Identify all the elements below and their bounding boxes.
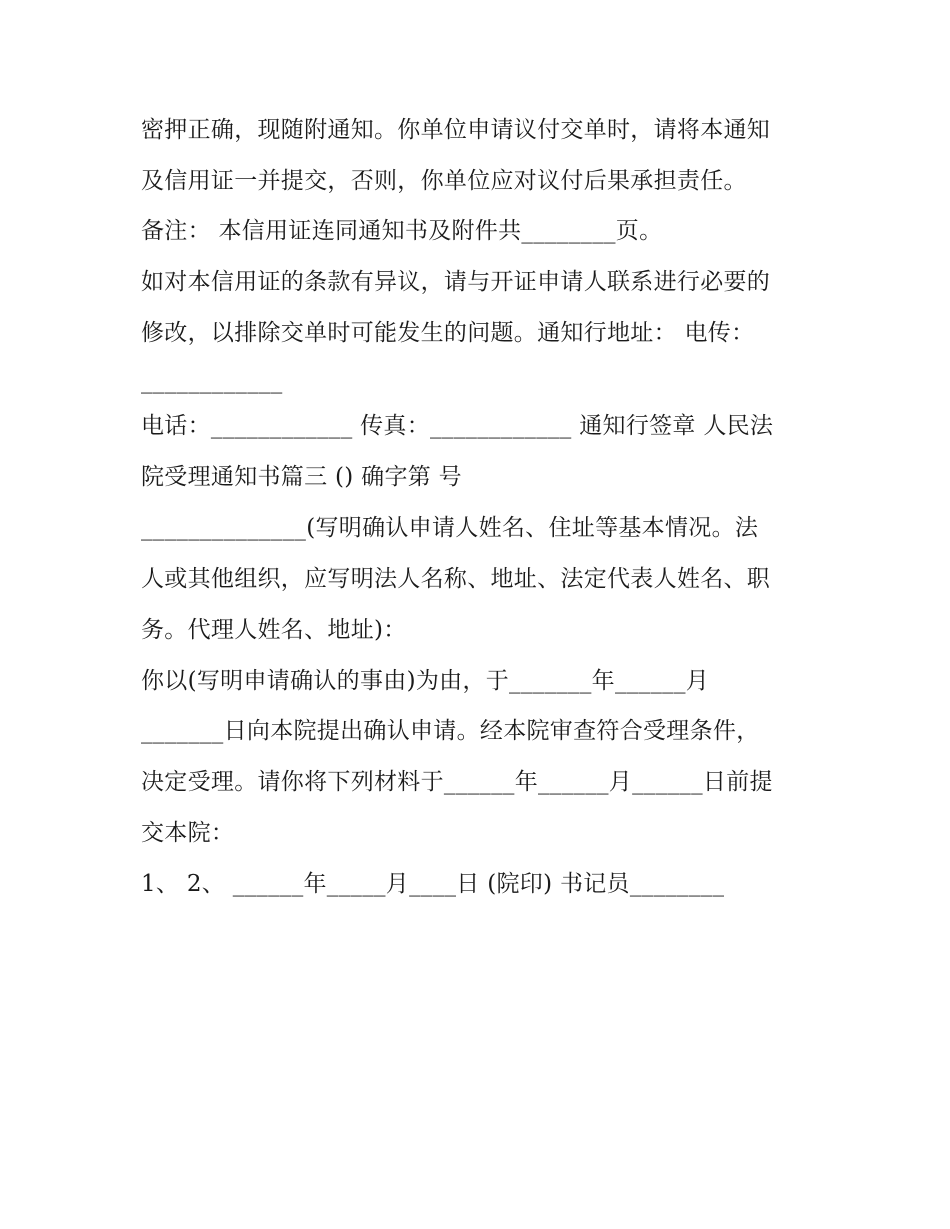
text-line-14: 决定受理。请你将下列材料于______年______月______日前提 (141, 769, 773, 795)
text-line-16: 1、 2、 ______年_____月____日 (院印) 书记员________ (141, 871, 725, 897)
text-line-4: 如对本信用证的条款有异议，请与开证申请人联系进行必要的 (141, 269, 771, 295)
text-line-5: 修改，以排除交单时可能发生的问题。通知行地址： 电传： (141, 320, 755, 346)
text-line-10: 人或其他组织，应写明法人名称、地址、法定代表人姓名、职 (141, 566, 771, 592)
text-line-13: _______日向本院提出确认申请。经本院审查符合受理条件， (141, 718, 760, 744)
text-line-11: 务。代理人姓名、地址)： (141, 617, 407, 643)
text-line-9: ______________(写明确认申请人姓名、住址等基本情况。法 (141, 515, 759, 541)
text-line-6: ____________ (141, 368, 283, 394)
text-line-15: 交本院： (141, 820, 235, 846)
text-line-7: 电话：____________ 传真：____________ 通知行签章 人民法 (141, 413, 774, 439)
text-line-1: 密押正确，现随附通知。你单位申请议付交单时，请将本通知 (141, 117, 771, 143)
text-line-12: 你以(写明申请确认的事由)为由，于_______年______月 (141, 668, 710, 694)
text-line-8: 院受理通知书篇三 () 确字第 号 (141, 464, 462, 490)
text-line-2: 及信用证一并提交，否则，你单位应对议付后果承担责任。 (141, 168, 747, 194)
text-line-3: 备注： 本信用证连同通知书及附件共________页。 (141, 218, 663, 244)
